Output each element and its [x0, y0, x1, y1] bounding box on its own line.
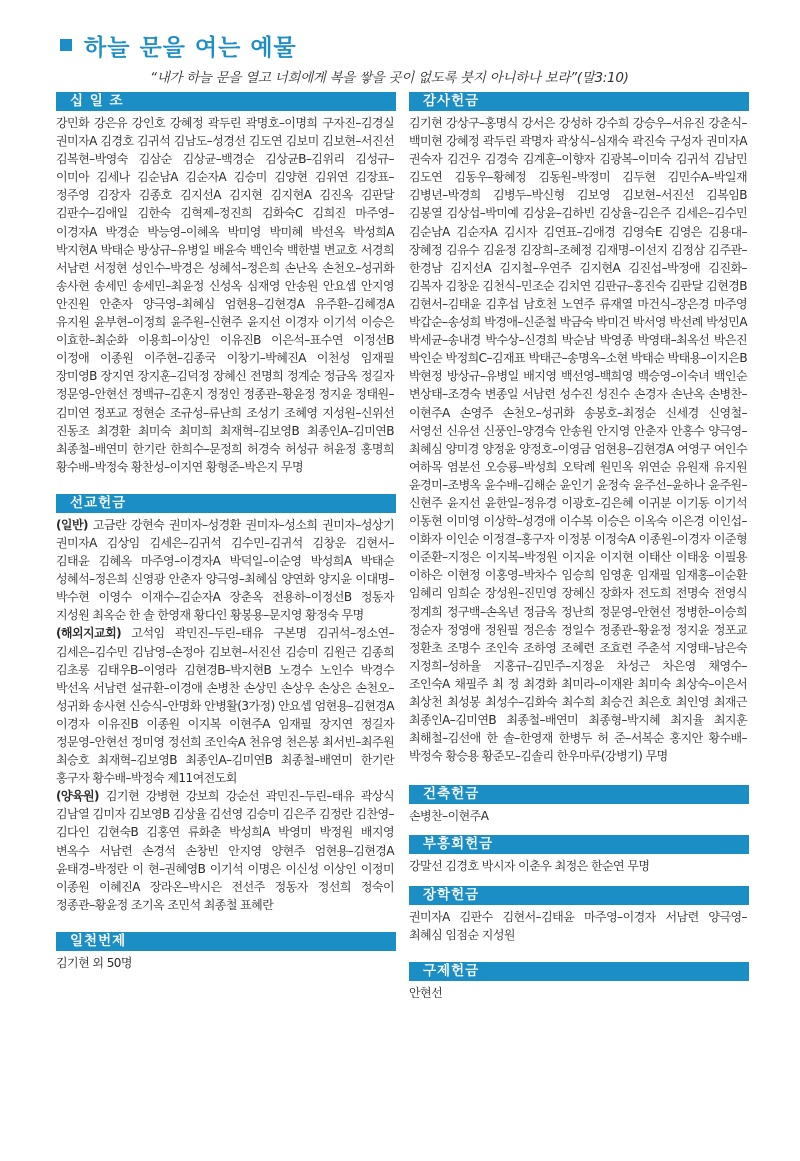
thanks-donor-list: 김기현 강상구–홍명식 강서은 강성하 강수희 강승우–서유진 강춘식–백미현 강혜정 곽두린 곽명자 곽상식–심재숙 곽진숙 구성자 권미자A 권숙자 김건우 김경숙 김계훈–이향자 김광복–이미숙 김귀석 김남민 김도연 김동우–황혜정 김동원–박정미 김두현 김민수A–박일재 김병년–박경희 김병두–박신형 김보영 김보현–서진선 김복임B 김봉열 김상섭–박미예 김상윤–김하빈 김상율–김은주 김세은–김수민 김순남A 김순자A 김시자 김연표–김애경 김영숙E 김영은 김용대–장혜정 김유수 김윤정 김장희–조혜정 김재명–이선지 김정삼 김주관–한경남 김지선A 김지철–우연주 김지현A 김진섭–박정애 김진화–김복자 김창운 김천식–민조순 김치연 김판규–홍진숙 김판달 김현경B 김현서–김태윤 김후섭 남호천 노연주 류재열 마건식–장은경 마주영 박갑순–송성희 박경애–신준철 박금숙 박미건 박서영 박선례 박성민A 박세균–송내경 박수상–신경희 박순남 박영종 박영태–최옥선 박은진 박인순 박정희C–김재표 박태근–송명옥–소현 박태순 박태용–이지은B 박현정 방상규–유병일 배지영 백선영–백희영 백승영–이숙녀 백인순 변상태–조경숙 변종일 서남련 성수진 성진수 손경자 손난옥 손병찬–이현주A 손영주 손천오–성귀화 송봉호–최정순 신세경 신영철–서영선 신유선 신풍인–양경숙 안송원 안지영 안춘자 안홍수 양극영–최혜심 양미경 양정윤 양정호–이영금 엄현용–김현경A 여영구 여인수 여하목 염분선 오승룡–박성희 오탁례 원민옥 위연순 유원재 유지원 윤경미–조병옥 윤수배–김해순 윤인기 윤정숙 윤주선–윤하나 윤주원–신현주 윤지선 윤한일–정유경 이광호–김은혜 이귀분 이기동 이기석 이동현 이미영 이상학–성경애 이수복 이승은 이옥숙 이은경 이인섭–이화자 이인순 이정결–홍구자 이정봉 이정숙A 이종원–이경자 이준형 이준환–지정은 이지복–박정원 이지윤 이지현 이태산 이태웅 이필용 이하은 이현정 이홍영–박차수 임승희 임영훈 임재필 임재홍–이순환 임혜리 임희순 장성원–진민영 장혜신 장화자 전도희 전명숙 전영식 정계희 정구백–손옥년 정금옥 정난희 정문영–안현선 정병한–이승희 정순자 정영애 정원필 정은송 정일수 정종관–황윤정 정지윤 정포교 정환초 조명수 조인숙 조하영 조혜련 조효련 주춘석 지영태–남은숙 지정희–성하율 지홍규–김민주–지정윤 차성근 차은영 채영수–조인숙A 채필주 최 정 최경화 최미라–이재완 최미숙 최상숙–이은서 최상천 최성봉 최성수–김화숙 최수희 최승건 최은호 최인영 최재근 최종인A–김미연B 최종철–배연미 최종형–박지혜 최지율 최지훈 최해철–김선애 한 솔–한영재 한병두 허 준–서복순 홍지안 황수배–박정숙 황승용 황준모–김솔리 한우마루(강병기) 무명	[409, 116, 747, 764]
page-title-row	[60, 28, 297, 62]
section-header-mission: 선교헌금	[56, 494, 396, 513]
right-column	[409, 92, 749, 1002]
section-building	[409, 785, 749, 825]
section-header-scholarship: 장학헌금	[409, 886, 749, 905]
section-header-thanks: 감사헌금	[409, 92, 749, 111]
revival-list: 강말선 김경호 박시자 이춘우 최정은 한순연 무명	[409, 859, 650, 874]
mission-yangyuk	[56, 787, 396, 914]
mission-general-list: 고금란 강현숙 권미자–성경환 권미자–성소희 권미자–성상기 권미자A 김상임 김세은–김귀석 김수민–김귀석 김창운 김현서–김태윤 김혜옥 마주영–이경자A 박덕일–이순영 박성희A 박태순 성혜석–정은희 신영광 안춘자 양극영–최혜심 양연화 양지윤 이대명–박수현 이영수 이재수–김순자A 장춘옥 전용하–이정선B 정동자 지성원 최옥순 한 솔 한영재 황다인 황봉용–문지영 황정숙 무명	[56, 517, 394, 623]
page-title: 하늘 문을 여는 예물	[84, 34, 297, 61]
tithe-donor-list: 강민화 강은유 강인호 강혜정 곽두린 곽명호–이명희 구자진–김경실 권미자A 김경호 김귀석 김남도–성경선 김도연 김보미 김보현–서진선 김복현–박영숙 김삼순 김상균–백경순 김상균B–김위리 김성규–이미아 김세나 김순남A 김순자A 김승미 김양현 김위연 김장표–정주영 김장자 김종호 김지선A 김지현 김지현A 김진옥 김판달 김판수–김애일 김한숙 김혁제–정진희 김화숙C 김희진 마주영–이경자A 박경순 박능영–이혜옥 박미영 박미혜 박선옥 박성희A 박지현A 박태순 방상규–유병일 배윤숙 백인숙 백한별 변교호 서경희 서남련 서정현 성인수–박경은 성혜석–정은희 손난옥 손천오–성귀화 송사현 송세민 송세민–최윤정 신성옥 심재영 안송원 안요셉 안지영 안진원 안춘자 양극영–최혜심 엄현용–김현경A 유주환–김혜경A 유지원 윤부현–이정희 윤주원–신현주 윤지선 이경자 이기석 이승은 이효한–최순화 이용희–이상인 이유진B 이은석–표수연 이정선B 이정애 이종원 이주현–김종국 이창기–박혜진A 이천성 임재필 장미영B 장지연 장지훈–김덕정 장혜신 전명희 정계순 정금옥 정길자 정문영–안현선 정백규–김훈지 정정인 정종관–황윤정 정지윤 정태원–김미연 정포교 정현순 조규성–류난희 조성기 조혜영 지성원–신위선 진동조 최경환 최미숙 최미희 최재혁–김보영B 최종인A–김미연B 최종철–배연미 한기란 한희수–문정희 허경숙 허성규 허윤정 홍명희 황수배–박정숙 황찬성–이지연 황형준–박은지 무명	[56, 116, 394, 474]
mission-general-label: (일반)	[56, 517, 88, 532]
section-thanks	[409, 92, 749, 765]
section-header-relief: 구제헌금	[409, 962, 749, 981]
section-scholarship	[409, 886, 749, 944]
section-header-tithe: 십 일 조	[56, 92, 396, 111]
mission-overseas-label: (해외지교회)	[56, 626, 122, 641]
mission-yangyuk-list: 김기현 강병현 강보희 강순선 곽민진–두린–태유 곽상식 김남열 김미자 김보영B 김상율 김선영 김승미 김은주 김정란 김찬영–김다인 김현숙B 김홍연 류화춘 박성희A 박영미 박정원 배지영 변옥수 서남련 손경석 손창빈 안지영 양현주 엄현용–김현경A 윤태경–박정란 이 현–권혜영B 이기석 이명은 이신성 이상인 이정미 이종원 이혜진A 장라온–박시은 전선주 정동자 정선희 정숙이 정종관–황윤정 조기옥 조민석 최종철 표혜란	[56, 789, 395, 912]
scholarship-list: 권미자A 김판수 김현서–김태윤 마주영–이경자 서남련 양극영–최혜심 임점순 지성원	[409, 909, 747, 942]
scripture-verse: “내가 하늘 문을 열고 너희에게 복을 쌓을 곳이 없도록 붓지 아니하나 보라”(말3:10)	[150, 70, 629, 86]
square-bullet-icon	[60, 39, 72, 51]
section-revival	[409, 835, 749, 875]
section-header-building: 건축헌금	[409, 785, 749, 804]
relief-list: 안현선	[409, 985, 443, 1000]
section-tithe	[56, 92, 396, 476]
mission-general	[56, 516, 396, 625]
building-list: 손병찬–이현주A	[409, 809, 489, 824]
section-header-first-thousand: 일천번제	[56, 932, 396, 951]
section-mission	[56, 494, 396, 914]
first-thousand-list: 김기현 외 50명	[56, 955, 132, 970]
mission-yangyuk-label: (양육원)	[56, 789, 99, 804]
mission-overseas-list: 고석임 곽민진–두린–태유 구본명 김귀석–정소연–김세은–김수민 김남영–손정아 김보현–서진선 김승미 김원근 김종희 김초롱 김태우B–이영라 김현경B–박지현B 노경수 노인수 박경수 박선옥 서남련 설규환–이경애 손병찬 손상민 손상우 손상은 손천오–성귀화 송사현 신승식–안명화 안병활(3가정) 안요셉 엄현용–김현경A 이경자 이유진B 이종원 이지복 이현주A 임재필 장지연 정길자 정문영–안현선 정미영 정선희 조인숙A 천유영 천은봉 최서빈–최주원 최승호 최재혁–김보영B 최종인A–김미연B 최종철–배연미 한기란 홍구자 황수배–박정숙 제11여전도회	[56, 626, 394, 786]
section-header-revival: 부흥회헌금	[409, 835, 749, 854]
section-first-thousand	[56, 932, 396, 972]
section-relief	[409, 962, 749, 1002]
mission-overseas	[56, 624, 396, 787]
left-column	[56, 92, 396, 972]
